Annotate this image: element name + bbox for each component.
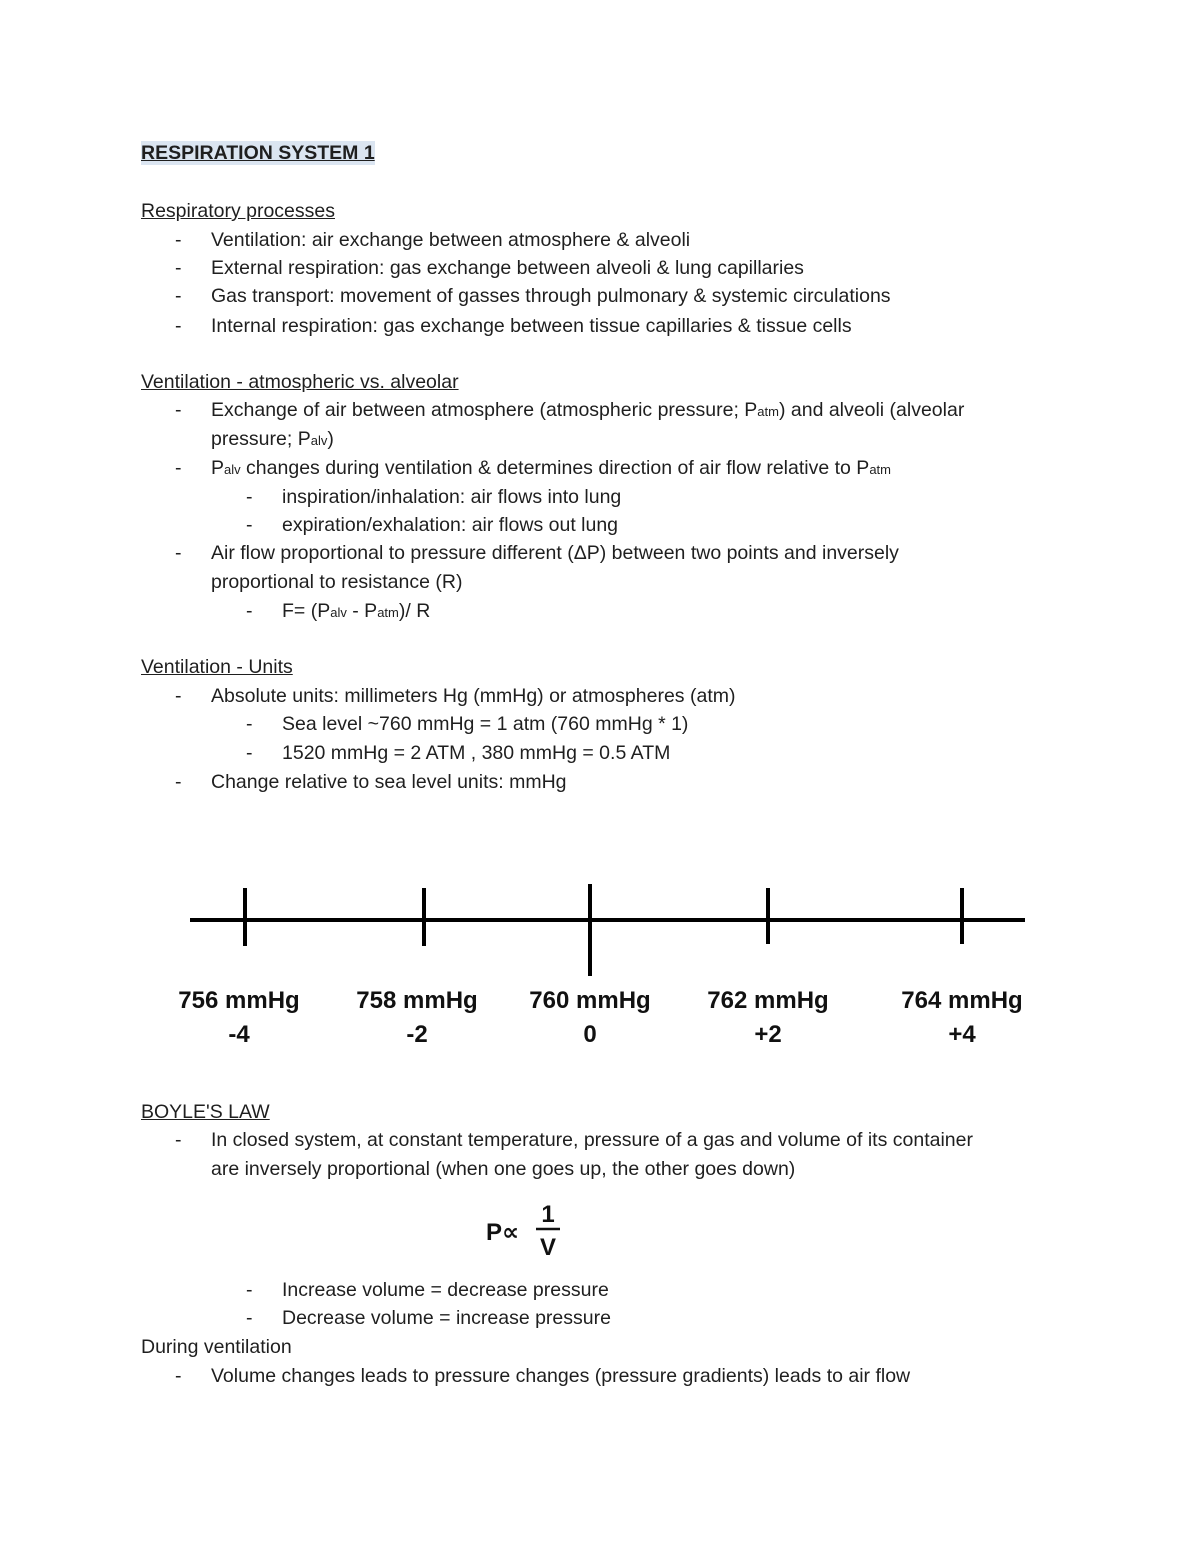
bullet-dash: - bbox=[175, 285, 182, 307]
list-item-text: Exchange of air between atmosphere (atmospheric pressure; Patm) and alveoli (alveolar bbox=[211, 399, 965, 421]
tick-label-rel: -2 bbox=[406, 1021, 428, 1048]
list-item-continuation: are inversely proportional (when one goes up, the other goes down) bbox=[211, 1158, 796, 1180]
bullet-dash: - bbox=[246, 742, 253, 764]
tick-label-rel: +2 bbox=[754, 1021, 782, 1048]
boyle-formula bbox=[480, 1198, 580, 1260]
bullet-dash: - bbox=[246, 1279, 253, 1301]
list-item-text: External respiration: gas exchange between alveoli & lung capillaries bbox=[211, 257, 804, 279]
tick-label-abs: 756 mmHg bbox=[178, 987, 300, 1014]
list-item-continuation: proportional to resistance (R) bbox=[211, 571, 463, 593]
bullet-dash: - bbox=[175, 457, 182, 479]
list-item-text: inspiration/inhalation: air flows into lung bbox=[282, 486, 622, 508]
flow-formula: F= (Palv - Patm)/ R bbox=[282, 600, 431, 622]
pressure-number-line bbox=[150, 870, 1050, 1060]
list-item-text: Increase volume = decrease pressure bbox=[282, 1279, 609, 1301]
bullet-dash: - bbox=[246, 713, 253, 735]
list-item-text: Sea level ~760 mmHg = 1 atm (760 mmHg * 1) bbox=[282, 713, 689, 735]
section-heading-units: Ventilation - Units bbox=[141, 656, 293, 678]
bullet-dash: - bbox=[246, 486, 253, 508]
list-item-text: In closed system, at constant temperature, pressure of a gas and volume of its container bbox=[211, 1129, 973, 1151]
bullet-dash: - bbox=[246, 1307, 253, 1329]
tick-label-abs: 762 mmHg bbox=[707, 987, 829, 1014]
list-item-text: Air flow proportional to pressure different (ΔP) between two points and inversely bbox=[211, 542, 899, 564]
formula-denominator: V bbox=[539, 1234, 557, 1260]
section-heading-processes: Respiratory processes bbox=[141, 200, 335, 222]
list-item-text: Change relative to sea level units: mmHg bbox=[211, 771, 567, 793]
list-item-text: Gas transport: movement of gasses through pulmonary & systemic circulations bbox=[211, 285, 891, 307]
list-item-text: expiration/exhalation: air flows out lung bbox=[282, 514, 619, 536]
tick-label-abs: 760 mmHg bbox=[529, 987, 651, 1014]
tick-label-abs: 764 mmHg bbox=[901, 987, 1023, 1014]
bullet-dash: - bbox=[175, 229, 182, 251]
list-item-text: Absolute units: millimeters Hg (mmHg) or atmospheres (atm) bbox=[211, 685, 736, 707]
list-item-text: Volume changes leads to pressure changes (pressure gradients) leads to air flow bbox=[211, 1365, 911, 1387]
list-item-text: Decrease volume = increase pressure bbox=[282, 1307, 611, 1329]
bullet-dash: - bbox=[175, 399, 182, 421]
bullet-dash: - bbox=[246, 514, 253, 536]
tick-label-abs: 758 mmHg bbox=[356, 987, 478, 1014]
list-item-text: Ventilation: air exchange between atmosphere & alveoli bbox=[211, 229, 691, 251]
bullet-dash: - bbox=[175, 542, 182, 564]
bullet-dash: - bbox=[175, 257, 182, 279]
tick-label-rel: +4 bbox=[948, 1021, 976, 1048]
bullet-dash: - bbox=[246, 600, 253, 622]
list-item-continuation: pressure; Palv) bbox=[211, 428, 334, 450]
section-heading-boyle: BOYLE'S LAW bbox=[141, 1101, 270, 1123]
bullet-dash: - bbox=[175, 1129, 182, 1151]
during-ventilation-label: During ventilation bbox=[141, 1336, 292, 1358]
list-item-text: 1520 mmHg = 2 ATM , 380 mmHg = 0.5 ATM bbox=[282, 742, 671, 764]
list-item-text: Internal respiration: gas exchange between tissue capillaries & tissue cells bbox=[211, 315, 852, 337]
tick-label-rel: 0 bbox=[583, 1021, 597, 1048]
formula-lhs: P∝ bbox=[486, 1219, 520, 1246]
list-item-text: Palv changes during ventilation & determines direction of air flow relative to Patm bbox=[211, 457, 891, 479]
tick-label-rel: -4 bbox=[228, 1021, 250, 1048]
bullet-dash: - bbox=[175, 315, 182, 337]
document-title: RESPIRATION SYSTEM 1 bbox=[141, 142, 375, 164]
bullet-dash: - bbox=[175, 1365, 182, 1387]
section-heading-ventilation: Ventilation - atmospheric vs. alveolar bbox=[141, 371, 459, 393]
formula-numerator: 1 bbox=[541, 1201, 555, 1228]
bullet-dash: - bbox=[175, 685, 182, 707]
bullet-dash: - bbox=[175, 771, 182, 793]
